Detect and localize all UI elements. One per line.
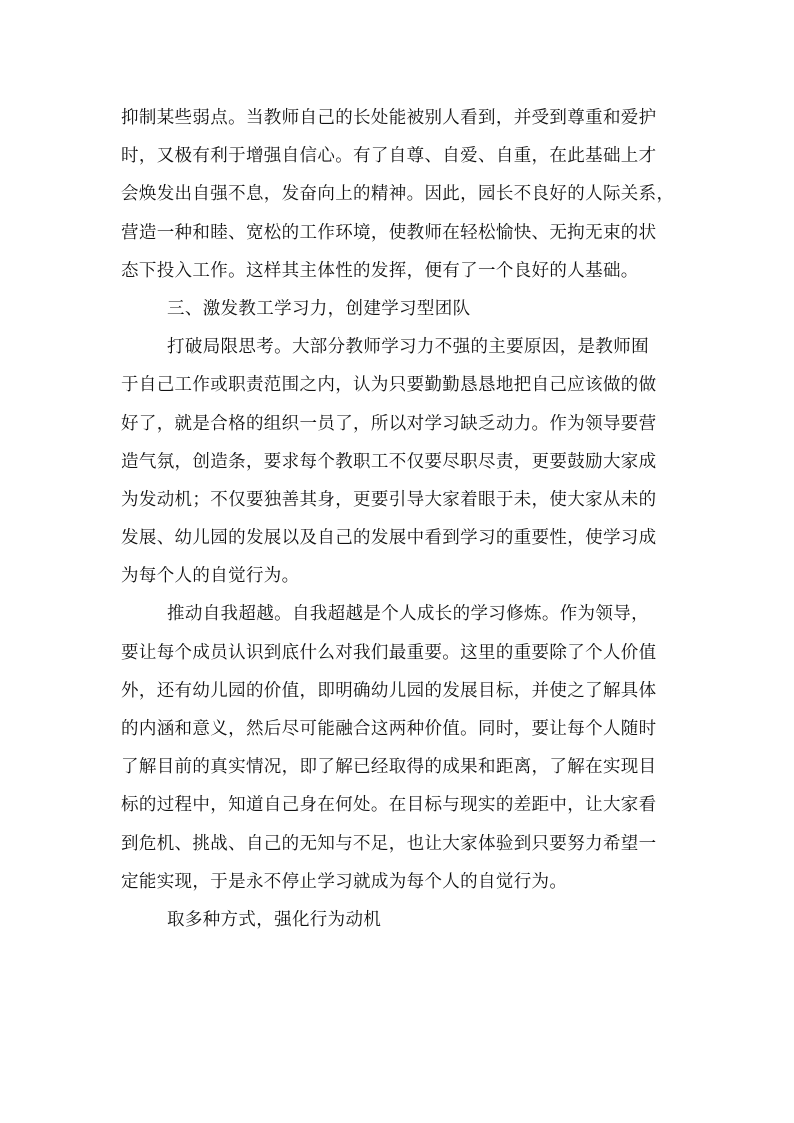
text-line: 发展、幼儿园的发展以及自己的发展中看到学习的重要性，使学习成 [121, 528, 657, 549]
text-line: 造气氛，创造条，要求每个教职工不仅要尽职尽责，更要鼓励大家成 [121, 451, 657, 472]
text-line: 到危机、挑战、自己的无知与不足，也让大家体验到只要努力希望一 [121, 833, 657, 854]
text-line: 要让每个成员认识到底什么对我们最重要。这里的重要除了个人价值 [121, 642, 657, 663]
text-line: 了解目前的真实情况，即了解已经取得的成果和距离，了解在实现目 [121, 757, 657, 778]
paragraph-start-line: 取多种方式，强化行为动机 [167, 909, 382, 930]
text-line: 抑制某些弱点。当教师自己的长处能被别人看到，并受到尊重和爱护 [121, 108, 657, 128]
text-line: 好了，就是合格的组织一员了，所以对学习缺乏动力。作为领导要营 [121, 413, 657, 434]
text-line: 为发动机；不仅要独善其身，更要引导大家着眼于未，使大家从未的 [121, 489, 657, 510]
text-line: 营造一种和睦、宽松的工作环境，使教师在轻松愉快、无拘无束的状 [121, 222, 657, 243]
text-line: 于自己工作或职责范围之内，认为只要勤勤恳恳地把自己应该做的做 [121, 375, 657, 396]
paragraph-start-line: 打破局限思考。大部分教师学习力不强的主要原因，是教师囿 [167, 337, 649, 358]
text-line: 定能实现，于是永不停止学习就成为每个人的自觉行为。 [121, 871, 568, 892]
text-line: 态下投入工作。这样其主体性的发挥，便有了一个良好的人基础。 [121, 260, 639, 281]
text-line: 时，又极有利于增强自信心。有了自尊、自爱、自重，在此基础上才 [121, 146, 657, 167]
text-line: 标的过程中，知道自己身在何处。在目标与现实的差距中，让大家看 [121, 795, 657, 816]
paragraph-start-line: 推动自我超越。自我超越是个人成长的学习修炼。作为领导， [167, 604, 649, 625]
text-line: 会焕发出自强不息，发奋向上的精神。因此，园长不良好的人际关系， [121, 184, 675, 205]
text-line: 的内涵和意义，然后尽可能融合这两种价值。同时，要让每个人随时 [121, 719, 657, 739]
section-heading: 三、激发教工学习力，创建学习型团队 [167, 298, 471, 319]
text-line: 外，还有幼儿园的价值，即明确幼儿园的发展目标，并使之了解具体 [121, 680, 657, 701]
document-body [121, 99, 677, 939]
text-line: 为每个人的自觉行为。 [121, 566, 300, 587]
